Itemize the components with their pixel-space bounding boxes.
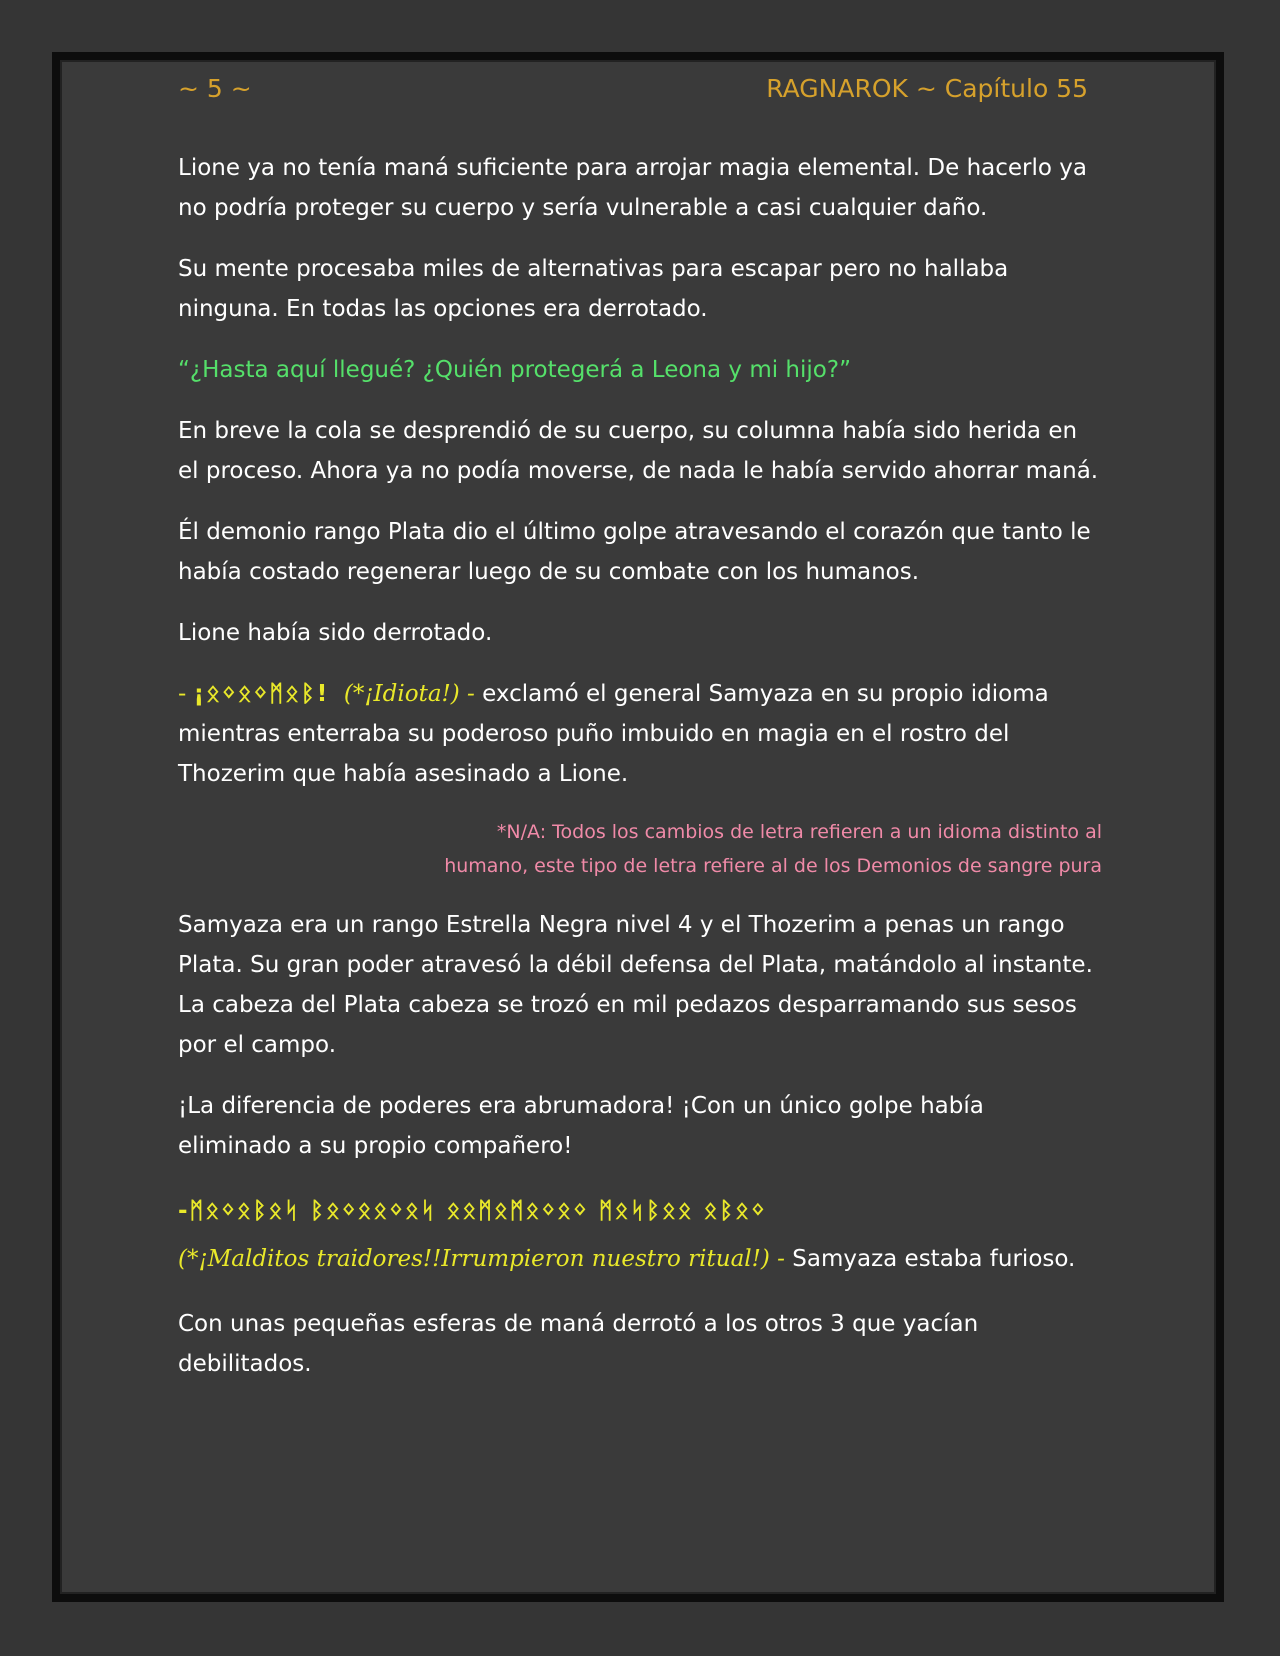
author-note-line: humano, este tipo de letra refiere al de los Demonios de sangre pura bbox=[444, 855, 1102, 877]
chapter-title: RAGNAROK ~ Capítulo 55 bbox=[766, 74, 1088, 103]
paragraph: Lione había sido derrotado. bbox=[178, 620, 493, 646]
paragraph: ¡La diferencia de poderes era abrumadora! ¡Con un único golpe había eliminado a su propio compañero! bbox=[178, 1093, 984, 1159]
dialog-narration: exclamó el general Samyaza en su propio idioma mientras enterraba su poderoso puño imbuido en magia en el rostro del Thozerim que había asesinado a Lione. bbox=[178, 681, 1049, 787]
dialog-narration: Samyaza estaba furioso. bbox=[784, 1246, 1076, 1272]
page-header bbox=[178, 74, 1088, 114]
dialog-paragraph bbox=[178, 674, 1102, 794]
dialog-dash: - bbox=[178, 681, 194, 707]
paragraph: En breve la cola se desprendió de su cuerpo, su columna había sido herida en el proceso. Ahora ya no podía moverse, de nada le había servido ahorrar maná. bbox=[178, 418, 1099, 484]
paragraph: Él demonio rango Plata dio el último golpe atravesando el corazón que tanto le había costado regenerar luego de su combate con los humanos. bbox=[178, 519, 1091, 585]
paragraph: Samyaza era un rango Estrella Negra nivel 4 y el Thozerim a penas un rango Plata. Su gran poder atravesó la débil defensa del Plata, matándolo al instante. La cabeza del Plata cabeza se trozó en mil pedazos desparramando sus sesos por el campo. bbox=[178, 912, 1093, 1058]
paragraph: Con unas pequeñas esferas de maná derrotó a los otros 3 que yacían debilitados. bbox=[178, 1311, 979, 1377]
dialog-paragraph bbox=[178, 1187, 1102, 1283]
page-body bbox=[178, 148, 1102, 1405]
translation-text: (*¡Idiota!) - bbox=[343, 681, 475, 707]
author-note bbox=[178, 815, 1102, 883]
paragraph: Su mente procesaba miles de alternativas para escapar pero no hallaba ninguna. En todas las opciones era derrotado. bbox=[178, 256, 1009, 322]
translation-text: (*¡Malditos traidores!!Irrumpieron nuestro ritual!) - bbox=[178, 1246, 785, 1272]
page-number: ~ 5 ~ bbox=[178, 74, 252, 103]
author-note-line: *N/A: Todos los cambios de letra refieren a un idioma distinto al bbox=[496, 821, 1102, 843]
thought-line: “¿Hasta aquí llegué? ¿Quién protegerá a Leona y mi hijo?” bbox=[178, 357, 851, 383]
demon-language-text: -ᛗᛟᛜᛟᛒᛟᛋ ᛒᛟᛜᛟᛟᛜᛟᛋ ᛟᛟᛗᛟᛗᛟᛜᛟᛜ ᛗᛟᛋᛒᛟᛟ ᛟᛒᛟᛜ bbox=[178, 1198, 767, 1224]
demon-language-text: ¡ᛟᛜᛟᛜᛗᛟᛒ! bbox=[193, 681, 330, 707]
paragraph: Lione ya no tenía maná suficiente para arrojar magia elemental. De hacerlo ya no podría proteger su cuerpo y sería vulnerable a casi cualquier daño. bbox=[178, 155, 1087, 221]
